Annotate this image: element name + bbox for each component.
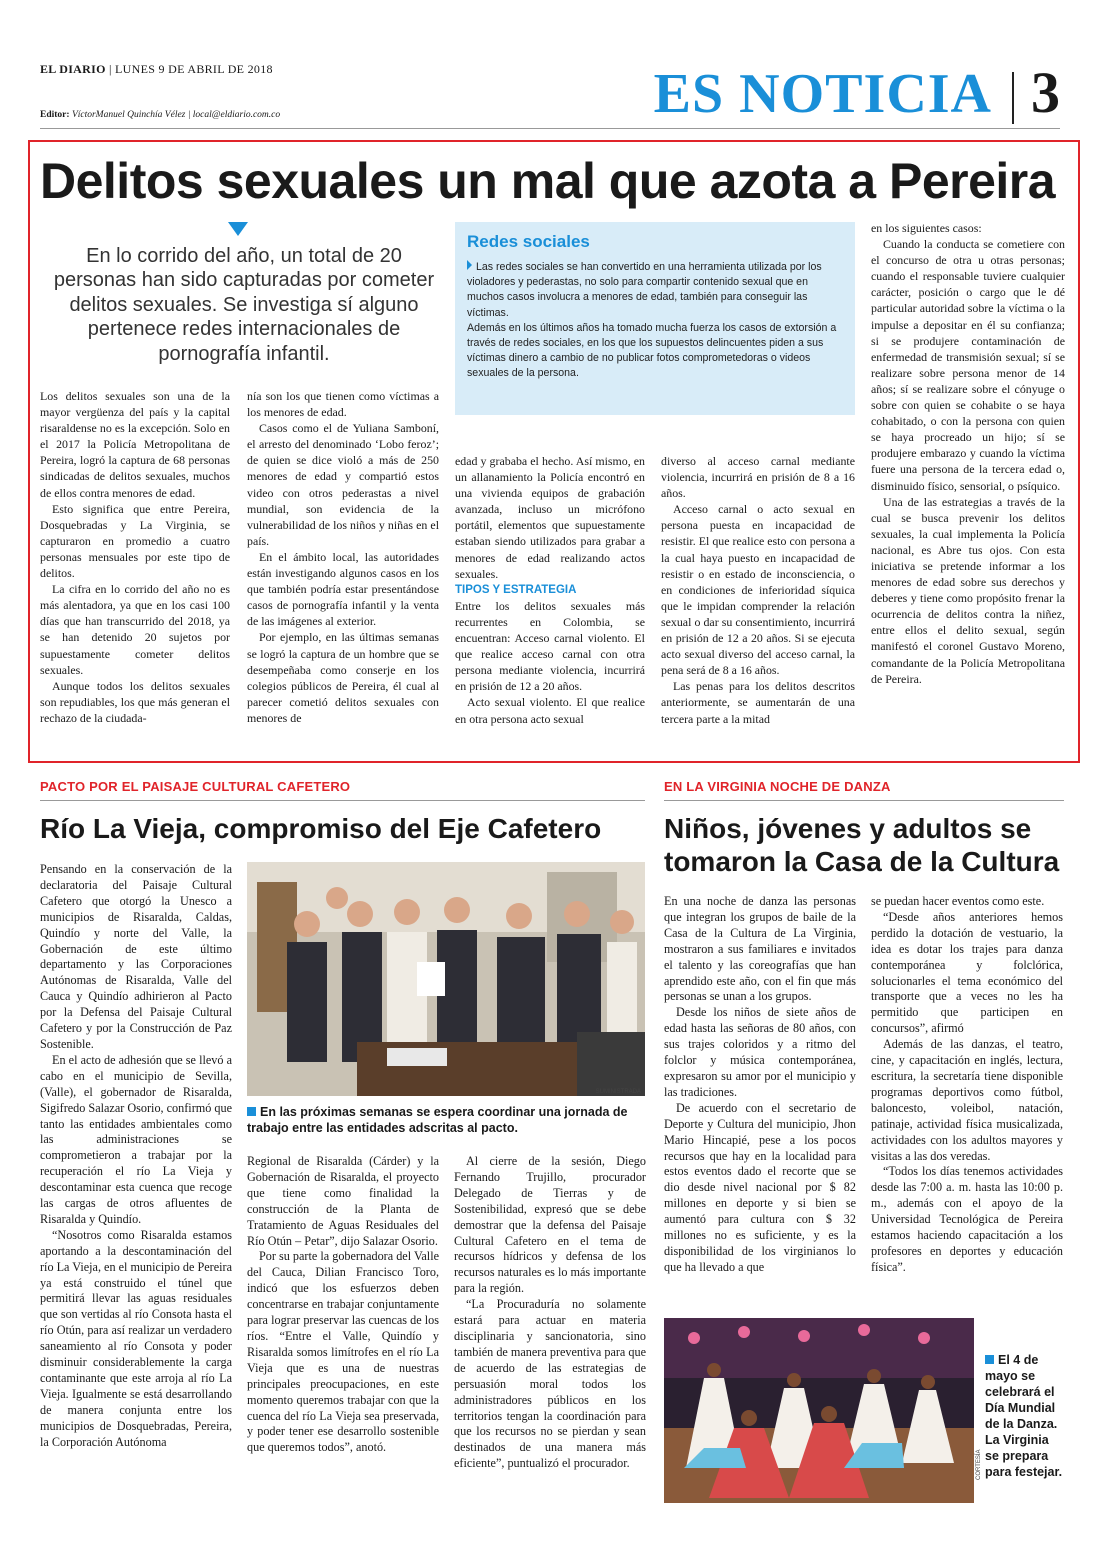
paragraph: “Desde años anteriores hemos perdido la dotación de vestuario, la idea es dotar los trajes para danza contemporánea y folclórica, solucionarles el tema económico del transporte que a veces no les ha permitido que participen en concursos”, afirmó xyxy=(871,909,1063,1036)
main-column-5 xyxy=(871,220,1065,687)
paragraph: De acuerdo con el secretario de Deporte y Cultura del municipio, Jhon Mario Hincapié, pese a los pocos recursos que hay en la localidad para estos eventos dado el recorte que se dio desde nivel nacional por $ 82 millones en deporte y si bien se aumentó para cultura con $ 32 millones no es suficiente, y es la disponibilidad de los virginianos lo que ha llevado a que xyxy=(664,1100,856,1274)
dance-photo xyxy=(664,1318,974,1503)
paragraph: Esto significa que entre Pereira, Dosquebradas y La Virginia, se capturaron en promedio a cuatro personas mensuales por este tipo de delitos. xyxy=(40,501,230,581)
meeting-photo-image xyxy=(247,862,645,1096)
paper-name: EL DIARIO xyxy=(40,62,106,76)
paragraph: En el acto de adhesión que se llevó a cabo en el municipio de Sevilla, (Valle), el gobernador de Risaralda, Sigifredo Salazar Osorio, confirmó que tanto las entidades ambientales como las administraciones se comprometieron a trabajar por la recuperación el río La Vieja y descontaminar esta cuenca que recoge las cargas de otros afluentes de Risaralda y Quindío. xyxy=(40,1052,232,1226)
right-headline: Niños, jóvenes y adultos se tomaron la Casa de la Cultura xyxy=(664,813,1060,878)
paragraph: “Nosotros como Risaralda estamos aportando a la descontaminación del río La Vieja, en el municipio de Pereira ya está construido el túnel que permitirá llevar las aguas residuales que son vertidas al río Consota hasta el río Otún, para así realizar un verdadero saneamiento al río Consota y poder disminuir considerablemente la carga contaminante que este arroja al río La Vieja. Igualmente se está desarrollando de manera conjunta entre los municipios de Dosquebradas, Pereira, la Corporación Autónoma xyxy=(40,1227,232,1449)
left-photo-caption: En las próximas semanas se espera coordinar una jornada de trabajo entre las entidades adscritas al pacto. xyxy=(247,1105,628,1135)
main-column-2 xyxy=(247,388,439,726)
right-photo-caption: El 4 de mayo se celebrará el Día Mundial de la Danza. La Virginia se prepara para festejar. xyxy=(985,1353,1063,1479)
paragraph: nía son los que tienen como víctimas a los menores de edad. xyxy=(247,389,439,420)
meeting-photo xyxy=(247,862,645,1096)
sidebar-box-redes xyxy=(455,222,855,415)
sidebar-box-title: Redes sociales xyxy=(467,232,590,251)
paragraph: Entre los delitos sexuales más recurrentes en Colombia, se encuentran: Acceso carnal violento. El que realice acceso carnal con otra persona mediante violencia, incurrirá en prisión de 12 a 20 años. xyxy=(455,598,645,694)
main-headline: Delitos sexuales un mal que azota a Pereira xyxy=(40,153,1056,209)
paragraph: edad y grababa el hecho. Así mismo, en un allanamiento la Policía encontró en una vivienda equipos de grabación avanzada, incluso un micrófono portátil, elementos que supuestamente estaban siendo utilizados para grabar a menores de edad realizando actos sexuales. xyxy=(455,454,645,581)
triangle-bullet-icon xyxy=(467,260,472,270)
paragraph: Por ejemplo, en las últimas semanas se logró la captura de un hombre que se desempeñaba como conserje en los colegios públicos de Pereira, él cual al parecer cometió delitos sexuales con menores de xyxy=(247,630,439,725)
paragraph: en los siguientes casos: xyxy=(871,221,982,235)
paragraph: “La Procuraduría no solamente estará para actuar en materia disciplinaria y sancionatoria, sino también de manera preventiva para que de acuerdo de las estrategias de persuasión moral todos los administradores públicos en los territorios tengan la coordinación para que los recursos no se pierdan y sean destinados de una manera más eficiente”, puntualizó el procurador. xyxy=(454,1297,646,1471)
paragraph: Regional de Risaralda (Cárder) y la Gobernación de Risaralda, el proyecto que tiene como finalidad la construcción de la Planta de Tratamiento de Aguas Residuales del Río Otún – Petar”, dijo Salazar Osorio. xyxy=(247,1154,439,1248)
editor-email: local@eldiario.com.co xyxy=(192,110,281,120)
dance-photo-credit: CORTESÍA xyxy=(976,1449,982,1480)
caption-square-icon xyxy=(247,1107,256,1116)
editor-separator: | xyxy=(187,110,191,120)
paragraph: “Todos los días tenemos actividades desde las 7:00 a. m. hasta las 10:00 p. m., además con el apoyo de la Universidad Tecnológica de Pereira estamos haciendo capacitación a los profesores en deportes y educación física”. xyxy=(871,1164,1063,1274)
paragraph: Al cierre de la sesión, Diego Fernando Trujillo, procurador Delegado de Tierras y de Sostenibilidad, expresó que se debe demostrar que la defensa del Paisaje Cultural Cafetero en el tema de recursos hídricos y defensa de los recursos naturales es lo más importante para la región. xyxy=(454,1154,646,1296)
paragraph: Cuando la conducta se cometiere con el concurso de otra u otras personas; cuando el responsable tuviere cualquier carácter, posición o cargo que le dé particular autoridad sobre la víctima o la impulse a depositar en él su confianza; si se produjere contaminación de enfermedad de transmisión sexual; sí se realizare sobre persona menor de 14 años; sí se realizare sobre el cónyuge o sobre con quien se cohabite o se haya cohabitado, o con la persona con quien se haya procreado un hijo; sí se produjere embarazo y cuando la víctima fuere una persona de la tercera edad o, disminuido físico, sensorial, o psíquico. xyxy=(871,237,1065,493)
paragraph: Desde los niños de siete años de edad hasta las señoras de 80 años, con sus trajes coloridos y a ritmo del folclor y música contemporánea, expresaron su amor por el municipio y las tradiciones. xyxy=(664,1005,856,1099)
paragraph: Por su parte la gobernadora del Valle del Cauca, Dilian Francisco Toro, indicó que los esfuerzos deben concentrarse en trabajar conjuntamente para lograr preservar las cuencas de los ríos. “Entre el Valle, Quindío y Risaralda somos limítrofes en el río La Vieja que es una de nuestras principales preocupaciones, en este momento queremos trabajar con que la cuenca del río La Vieja sea preservada, y poder tener ese desarrollo sostenible que queremos todos”, anotó. xyxy=(247,1249,439,1455)
left-column-1 xyxy=(40,862,232,1451)
page-number: 3 xyxy=(1031,60,1060,125)
main-column-1 xyxy=(40,388,230,726)
paragraph: Además de las danzas, el teatro, cine, y capacitación en inglés, lectura, escritura, la secretaría tiene disponible programas deportivos como fútbol, baloncesto, voleibol, natación, patinaje, actividad física musicalizada, actividades con los adultos mayores y visitas a las dos veredas. xyxy=(871,1037,1063,1163)
editor-line xyxy=(40,110,280,120)
paragraph: Una de las estrategias a través de la cual se busca prevenir los delitos sexuales, la cual implementa la Policía nacional, es Abre tus ojos. Con esta iniciativa se pretende informar a los menores de edad sobre sus derechos y deberes y tiene como propósito frenar la ocurrencia de delitos contra la niñez, entre ellos el delito sexual, según manifestó el coronel Gustavo Moreno, comandante de la Policía Metropolitana de Pereira. xyxy=(871,494,1065,686)
paragraph: Pensando en la conservación de la declaratoria del Paisaje Cultural Cafetero que otorgó la Unesco a municipios de Risaralda, Caldas, Quindío y norte del Valle, la Gobernación de este último departamento y las Corporaciones Autónomas de Risaralda, Valle del Cauca y Quindío adhirieron al Pacto por la Defensa del Paisaje Cultural Cafetero y por la Construcción de Paz Sostenible. xyxy=(40,862,232,1051)
masthead xyxy=(40,62,273,77)
masthead-separator: | xyxy=(109,62,112,76)
main-lead: En lo corrido del año, un total de 20 personas han sido capturadas por cometer delitos sexuales. Se investiga sí alguno pertenece redes internacionales de pornografía infantil. xyxy=(53,245,435,365)
subhead-tipos: TIPOS Y ESTRATEGIA xyxy=(455,583,577,596)
sidebar-box-paragraph: Las redes sociales se han convertido en una herramienta utilizada por los violadores y pederastas, no solo para compartir contenido sexual que en muchos casos involucra a menores de edad, también para conseguir las víctimas. xyxy=(467,261,822,319)
right-kicker: EN LA VIRGINIA NOCHE DE DANZA xyxy=(664,779,891,794)
main-column-3 xyxy=(455,453,645,727)
lead-marker-icon xyxy=(228,222,248,236)
left-column-3 xyxy=(454,1154,646,1472)
left-column-2 xyxy=(247,1154,439,1456)
sidebar-box-paragraph: Además en los últimos años ha tomado mucha fuerza los casos de extorsión a través de redes sociales, en los que los supuestos delincuentes piden a sus víctimas dinero a cambio de no publicar fotos comprometedoras o videos sexuales de la persona. xyxy=(467,321,837,380)
paragraph: En el ámbito local, las autoridades están investigando algunos casos en los que también podría estar presentándose casos de pornografía infantil y la venta de las imágenes al exterior. xyxy=(247,549,439,629)
right-kicker-rule xyxy=(664,800,1064,801)
left-kicker-rule xyxy=(40,800,645,801)
paragraph: Casos como el de Yuliana Samboní, el arresto del denominado ‘Lobo feroz’; de quien se dice violó a más de 250 menores de edad y compartió estos video con otros pederastas a nivel mundial, son evidencia de la vulnerabilidad de los niños y niñas en el país. xyxy=(247,421,439,548)
paragraph: Los delitos sexuales son una de la mayor vergüenza del país y la capital risaraldense no es la excepción. Solo en el 2017 la Policía Metropolitana de Pereira, logró la captura de 68 personas sindicadas de delitos sexuales, muchos de ellos contra menores de edad. xyxy=(40,389,230,500)
section-title: ES NOTICIA xyxy=(653,63,992,125)
paragraph: se puedan hacer eventos como este. xyxy=(871,894,1045,908)
paragraph: En una noche de danza las personas que integran los grupos de baile de la Casa de la Cultura de La Virginia, mostraron a sus familiares e invitados el talento y las coreografías que han aprendido este año, con el fin que más personas se unan a los grupos. xyxy=(664,894,856,1004)
left-kicker: PACTO POR EL PAISAJE CULTURAL CAFETERO xyxy=(40,779,351,794)
page-number-divider xyxy=(1012,72,1014,124)
photo-credit: SUMINISTRADA xyxy=(595,1089,641,1095)
paragraph: Acto sexual violento. El que realice en otra persona acto sexual xyxy=(455,695,645,726)
paragraph: La cifra en lo corrido del año no es más alentadora, ya que en los casi 100 días que han transcurrido del 2018, ya se han detenido 20 sujetos por supuestamente cometer delitos sexuales. xyxy=(40,582,230,677)
left-headline: Río La Vieja, compromiso del Eje Cafetero xyxy=(40,813,602,844)
dance-photo-image xyxy=(664,1318,974,1503)
right-column-2 xyxy=(871,894,1063,1276)
editor-label: Editor: xyxy=(40,110,70,120)
paragraph: Acceso carnal o acto sexual en persona puesta en incapacidad de resistir. El que realice esto con persona a la cual haya puesto en incapacidad de resistir o en estado de inconsciencia, o en condiciones de inferioridad síquica que le impidan comprender la relación sexual o dar su consentimiento, incurrirá en prisión de 12 a 20 años. Si se ejecuta acto sexual diverso del acceso carnal, la pena será de 8 a 16 años. xyxy=(661,502,855,678)
editor-name: VíctorManuel Quinchía Vélez xyxy=(71,110,186,120)
paragraph: diverso al acceso carnal mediante violencia, incurrirá en prisión de 8 a 16 años. xyxy=(661,454,855,501)
right-column-1 xyxy=(664,894,856,1276)
paragraph: Las penas para los delitos descritos anteriormente, se aumentarán de una tercera parte a la mitad xyxy=(661,679,855,726)
caption-square-icon xyxy=(985,1355,994,1364)
paragraph: Aunque todos los delitos sexuales son repudiables, los que más generan el rechazo de la ciudada- xyxy=(40,678,230,725)
header-rule xyxy=(40,128,1060,129)
issue-date: LUNES 9 DE ABRIL DE 2018 xyxy=(115,62,273,76)
main-column-4 xyxy=(661,453,855,727)
